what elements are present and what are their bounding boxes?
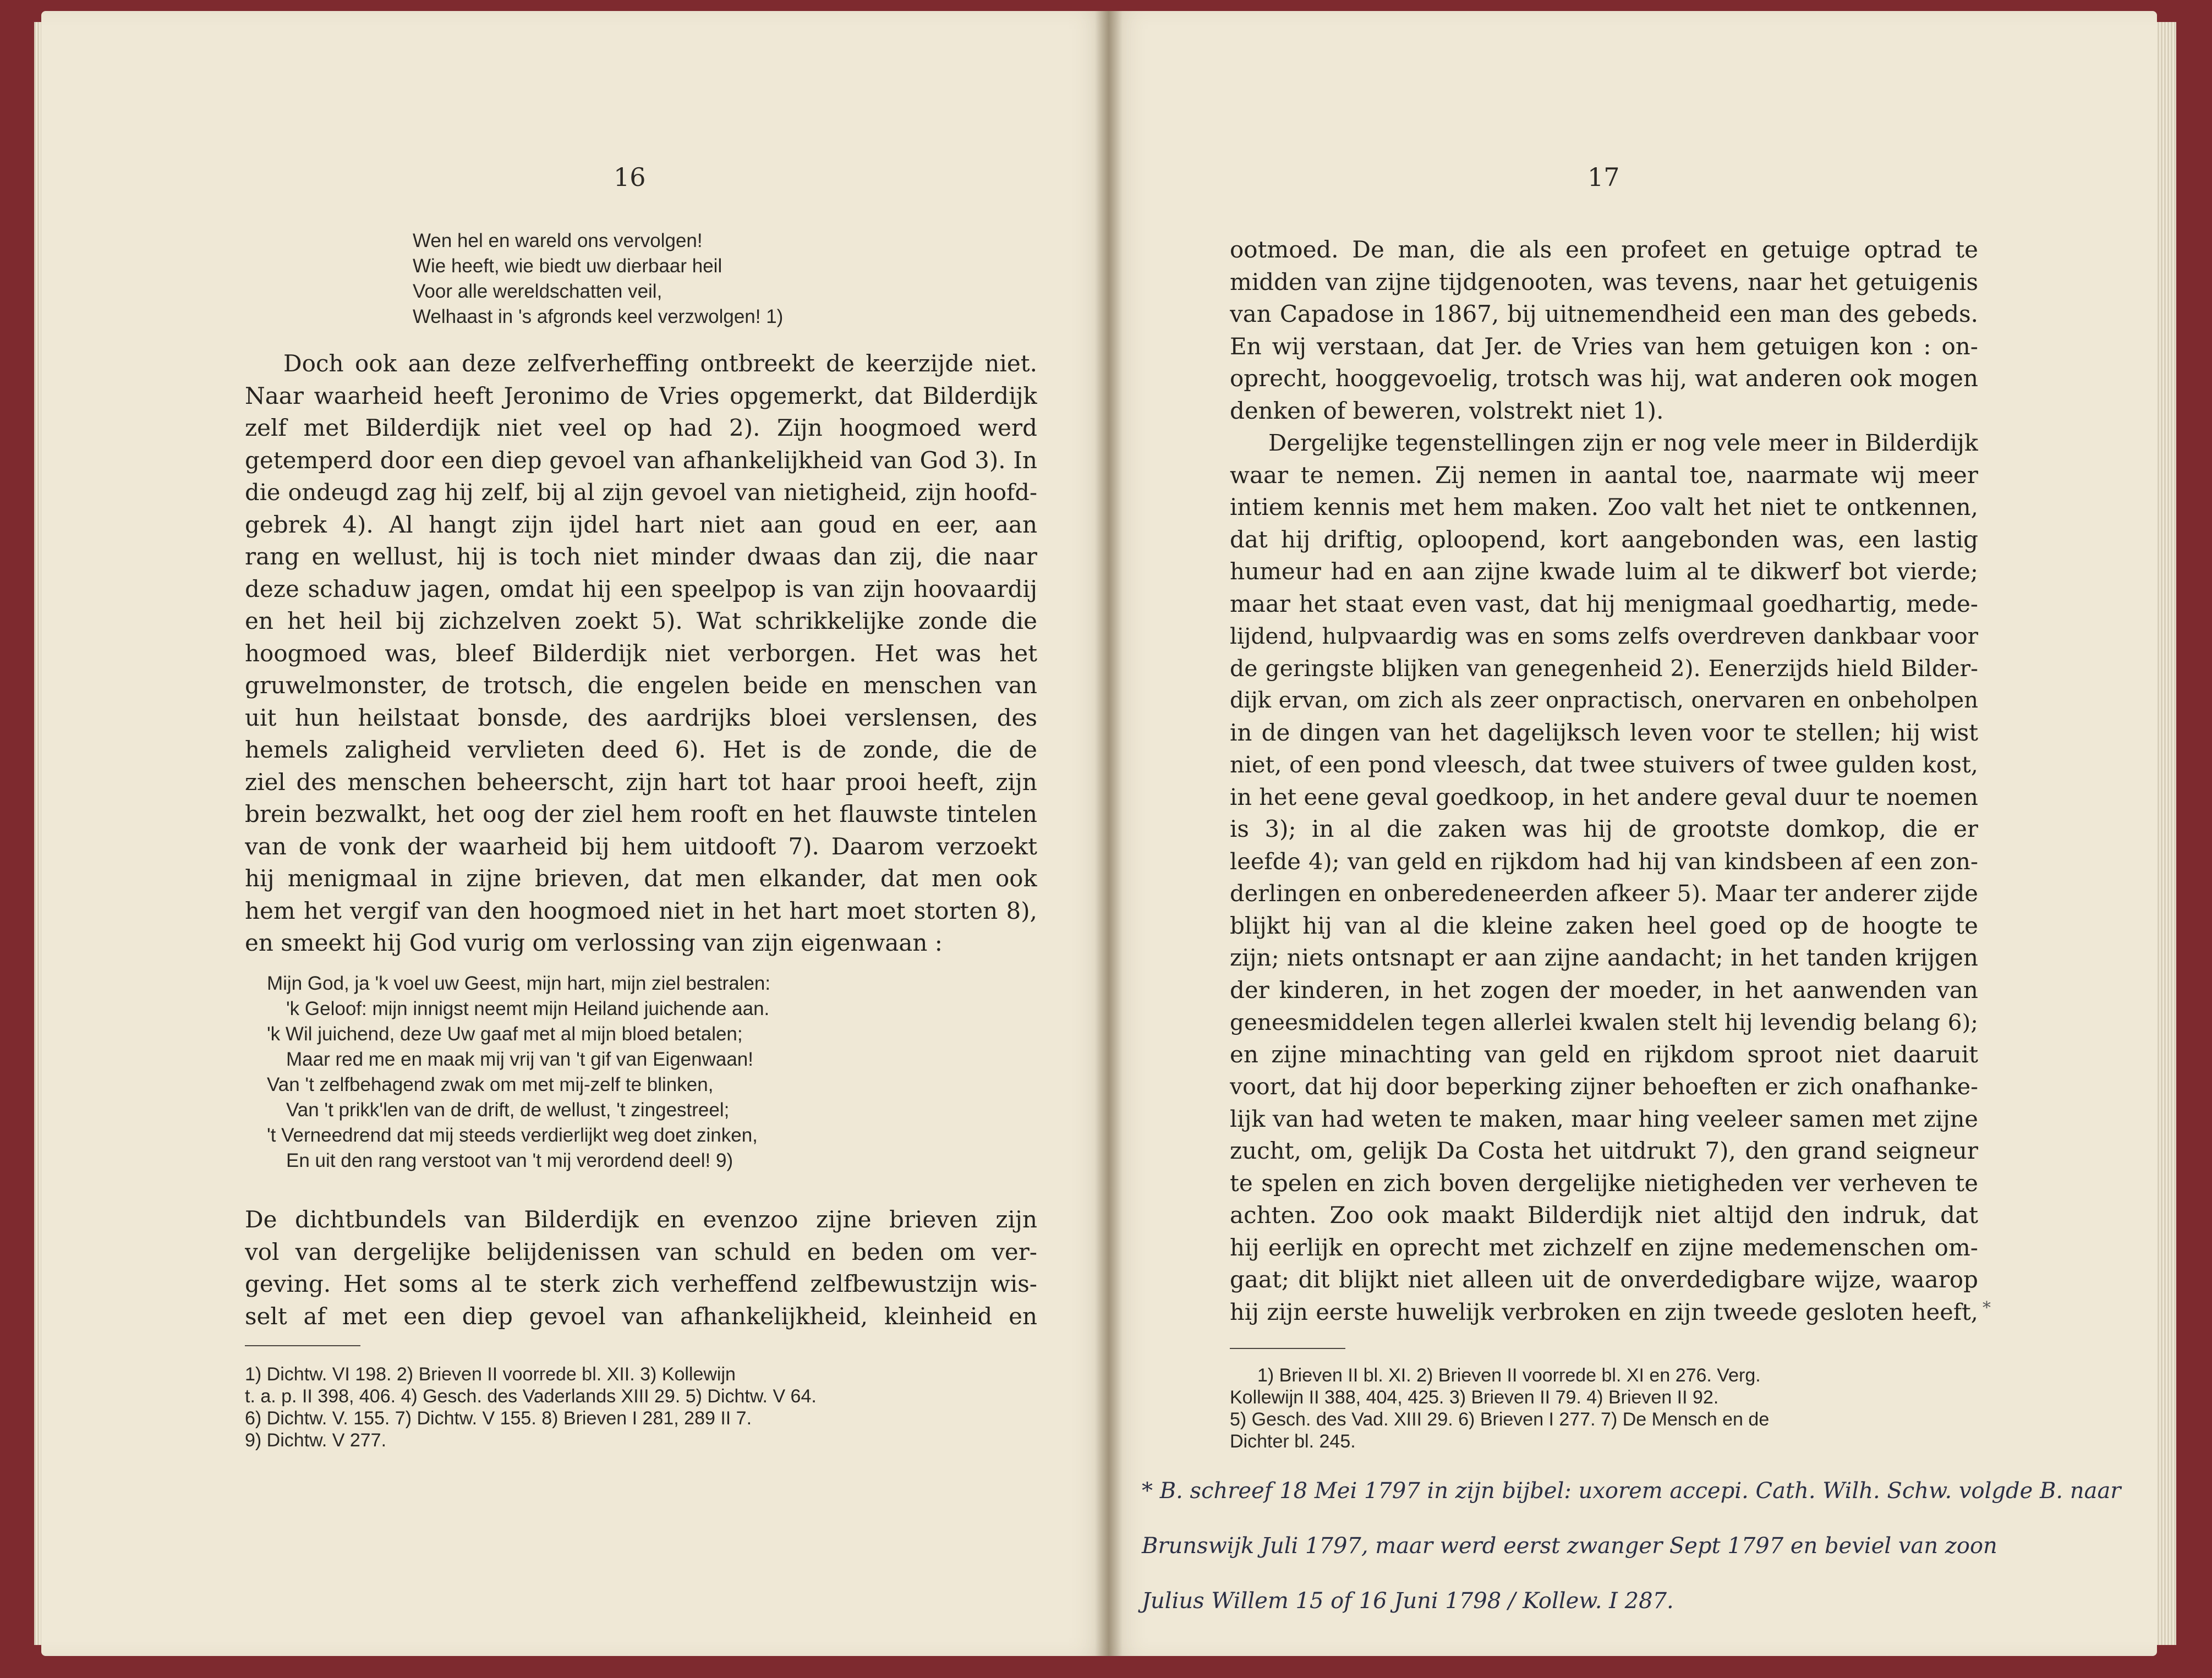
text-line: lijk van had weten te maken, maar hing veeleer samen met zijne	[1230, 1105, 1978, 1132]
text-line: En wij verstaan, dat Jer. de Vries van hem getuigen kon : on-	[1230, 332, 1978, 360]
text-line: niet, of een pond vleesch, dat twee stuivers of twee gulden kost,	[1230, 751, 1978, 778]
text-line: vol van dergelijke belijdenissen van schuld en beden om ver-	[245, 1238, 1037, 1265]
poem-line: Voor alle wereldschatten veil,	[413, 281, 662, 302]
footnote-line: 9) Dichtw. V 277.	[245, 1430, 387, 1451]
text-line: de geringste blijken van genegenheid 2). Eenerzijds hield Bilder-	[1230, 655, 1978, 682]
text-line: intiem kennis met hem maken. Zoo valt het niet te ontkennen,	[1230, 493, 1978, 520]
text-line: brein bezwalkt, het oog der ziel hem rooft en het flauwste tintelen	[245, 800, 1037, 827]
poem-line: Maar red me en maak mij vrij van 't gif van Eigenwaan!	[286, 1049, 753, 1070]
left-paragraph-1	[245, 348, 1037, 959]
text-line: geving. Het soms al te sterk zich verheffend zelfbewustzijn wis-	[245, 1270, 1037, 1297]
left-poem-mid	[267, 971, 770, 1173]
right-paragraph-2	[1230, 427, 1978, 1328]
text-line: der kinderen, in het zogen der moeder, in het aanwenden van	[1230, 976, 1978, 1003]
asterisk-mark: *	[1983, 1298, 1991, 1318]
text-line: Naar waarheid heeft Jeronimo de Vries opgemerkt, dat Bilderdijk	[245, 382, 1037, 409]
right-page	[1109, 11, 2157, 1656]
text-line: selt af met een diep gevoel van afhankelijkheid, kleinheid en	[245, 1302, 1037, 1330]
text-line: dijk ervan, om zich als zeer onpractisch, onervaren en onbeholpen	[1230, 688, 1978, 713]
footnote-line: Dichter bl. 245.	[1230, 1431, 1356, 1452]
text-line: ootmoed. De man, die als een profeet en getuige optrad te	[1230, 236, 1978, 263]
text-line: leefde 4); van geld en rijkdom had hij van kindsbeen af een zon-	[1230, 847, 1978, 875]
text-line: hij eerlijk en oprecht met zichzelf en zijne medemenschen om-	[1230, 1233, 1978, 1261]
poem-line: 't Verneedrend dat mij steeds verdierlijkt weg doet zinken,	[267, 1125, 758, 1146]
text-line: lijdend, hulpvaardig was en soms zelfs overdreven dankbaar voor	[1230, 623, 1978, 649]
poem-line: Mijn God, ja 'k voel uw Geest, mijn hart, mijn ziel bestralen:	[267, 973, 771, 994]
text-line: waar te nemen. Zij nemen in aantal toe, naarmate wij meer	[1230, 461, 1978, 489]
right-footnote-rule	[1230, 1348, 1345, 1349]
text-line: gebrek 4). Al hangt zijn ijdel hart niet aan goud en eer, aan	[245, 511, 1037, 538]
text-line: oprecht, hooggevoelig, trotsch was hij, wat anderen ook mogen	[1230, 365, 1978, 392]
text-line: dat hij driftig, oploopend, kort aangebonden was, een lastig	[1230, 525, 1978, 553]
text-line: getemperd door een diep gevoel van afhankelijkheid van God 3). In	[245, 446, 1037, 474]
text-line: achten. Zoo ook maakt Bilderdijk niet altijd den indruk, dat	[1230, 1202, 1978, 1229]
poem-line: Van 't zelfbehagend zwak om met mij-zelf te blinken,	[267, 1074, 714, 1095]
footnote-line: t. a. p. II 398, 406. 4) Gesch. des Vaderlands XIII 29. 5) Dichtw. V 64.	[245, 1386, 817, 1407]
text-line: en het heil bij zichzelven zoekt 5). Wat schrikkelijke zonde die	[245, 607, 1037, 634]
poem-line: Welhaast in 's afgronds keel verzwolgen! 1)	[413, 306, 784, 327]
text-line: en zijne minachting van geld en rijkdom sproot niet daaruit	[1230, 1040, 1978, 1068]
footnote-line: 1) Dichtw. VI 198. 2) Brieven II voorrede bl. XII. 3) Kollewijn	[245, 1364, 736, 1385]
right-page-edges	[2154, 22, 2176, 1645]
book-gutter	[1095, 11, 1123, 1656]
text-line: blijkt hij van al die kleine zaken heel goed op de hoogte te	[1230, 912, 1978, 939]
left-poem-top	[413, 228, 783, 330]
left-paragraph-2	[245, 1204, 1037, 1332]
text-line: en smeekt hij God vurig om verlossing van zijn eigenwaan :	[245, 929, 943, 956]
text-line: voort, dat hij door beperking zijner behoeften er zich onafhanke-	[1230, 1073, 1978, 1100]
text-line: te spelen en zich boven dergelijke nietigheden ver verheven te	[1230, 1169, 1978, 1197]
text-line: De dichtbundels van Bilderdijk en evenzoo zijne brieven zijn	[245, 1206, 1037, 1233]
handwritten-line: Brunswijk Juli 1797, maar werd eerst zwanger Sept 1797 en beviel van zoon	[1142, 1533, 1997, 1559]
poem-line: Van 't prikk'len van de drift, de wellust, 't zingestreel;	[286, 1099, 730, 1121]
text-line: derlingen en onberedeneerden afkeer 5). Maar ter anderer zijde	[1230, 880, 1978, 907]
text-line: zelf met Bilderdijk niet veel op had 2). Zijn hoogmoed werd	[245, 414, 1037, 441]
left-page	[41, 11, 1109, 1656]
footnote-line: 5) Gesch. des Vad. XIII 29. 6) Brieven I 277. 7) De Mensch en de	[1230, 1409, 1770, 1430]
handwritten-line: Julius Willem 15 of 16 Juni 1798 / Kollew. I 287.	[1142, 1588, 1674, 1614]
poem-line: 'k Geloof: mijn innigst neemt mijn Heiland juichende aan.	[286, 998, 770, 1019]
text-line: hemels zaligheid vervlieten deed 6). Het is de zonde, die de	[245, 736, 1037, 763]
text-line: Dergelijke tegenstellingen zijn er nog vele meer in Bilderdijk	[1268, 429, 1978, 456]
footnote-line: 1) Brieven II bl. XI. 2) Brieven II voorrede bl. XI en 276. Verg.	[1257, 1365, 1761, 1386]
text-line: in het eene geval goedkoop, in het andere geval duur te noemen	[1230, 783, 1978, 810]
left-footnotes	[245, 1363, 1037, 1451]
text-line: zijn; niets ontsnapt er aan zijne aandacht; in het tanden krijgen	[1230, 944, 1978, 971]
left-page-number: 16	[614, 162, 646, 192]
text-line: rang en wellust, hij is toch niet minder dwaas dan zij, die naar	[245, 543, 1037, 570]
right-footnotes	[1230, 1364, 1978, 1452]
text-line: in de dingen van het dagelijksch leven voor te stellen; hij wist	[1230, 719, 1978, 746]
text-line: hij menigmaal in zijne brieven, dat men elkander, dat men ook	[245, 865, 1037, 892]
text-line: midden van zijne tijdgenooten, was tevens, naar het getuigenis	[1230, 268, 1978, 295]
text-line: uit hun heilstaat bonsde, des aardrijks bloei verslensen, des	[245, 704, 1037, 731]
poem-line: 'k Wil juichend, deze Uw gaaf met al mijn bloed betalen;	[267, 1023, 743, 1045]
text-line: deze schaduw jagen, omdat hij een speelpop is van zijn hoovaardij	[245, 575, 1037, 602]
text-line: hem het vergif van den hoogmoed niet in het hart moet storten 8),	[245, 897, 1037, 924]
poem-line: Wen hel en wareld ons vervolgen!	[413, 230, 703, 251]
handwritten-note	[1142, 1463, 2149, 1628]
poem-line: En uit den rang verstoot van 't mij verordend deel! 9)	[286, 1150, 733, 1171]
right-page-number: 17	[1587, 162, 1620, 192]
poem-line: Wie heeft, wie biedt uw dierbaar heil	[413, 255, 722, 277]
text-line: is 3); in al die zaken was hij de grootste domkop, die er	[1230, 815, 1978, 842]
text-line: hoogmoed was, bleef Bilderdijk niet verborgen. Het was het	[245, 639, 1037, 667]
footnote-line: 6) Dichtw. V. 155. 7) Dichtw. V 155. 8) Brieven I 281, 289 II 7.	[245, 1408, 752, 1429]
footnote-line: Kollewijn II 388, 404, 425. 3) Brieven II 79. 4) Brieven II 92.	[1230, 1387, 1719, 1408]
text-line: denken of beweren, volstrekt niet 1).	[1230, 397, 1664, 424]
text-line: Doch ook aan deze zelfverheffing ontbreekt de keerzijde niet.	[283, 350, 1037, 377]
handwritten-line: * B. schreef 18 Mei 1797 in zijn bijbel: uxorem accepi. Cath. Wilh. Schw. volgde B. naar	[1142, 1478, 2121, 1504]
text-line: maar het staat even vast, dat hij menigmaal goedhartig, mede-	[1230, 590, 1978, 617]
text-line: van de vonk der waarheid bij hem uitdooft 7). Daarom verzoekt	[245, 832, 1037, 860]
text-line: hij zijn eerste huwelijk verbroken en zijn tweede gesloten heeft,	[1230, 1298, 1978, 1325]
text-line: zucht, om, gelijk Da Costa het uitdrukt 7), den grand seigneur	[1230, 1137, 1978, 1164]
text-line: humeur had en aan zijne kwade luim al te dikwerf bot vierde;	[1230, 558, 1978, 585]
left-footnote-rule	[245, 1345, 360, 1346]
text-line: gaat; dit blijkt niet alleen uit de onverdedigbare wijze, waarop	[1230, 1266, 1978, 1293]
text-line: die ondeugd zag hij zelf, bij al zijn gevoel van nietigheid, zijn hoofd-	[245, 479, 1037, 506]
text-line: geneesmiddelen tegen allerlei kwalen stelt hij levendig belang 6);	[1230, 1009, 1978, 1035]
text-line: ziel des menschen beheerscht, zijn hart tot haar prooi heeft, zijn	[245, 768, 1037, 796]
text-line: gruwelmonster, de trotsch, die engelen beide en menschen van	[245, 672, 1037, 699]
right-paragraph-1	[1230, 234, 1978, 427]
text-line: van Capadose in 1867, bij uitnemendheid een man des gebeds.	[1230, 300, 1978, 327]
